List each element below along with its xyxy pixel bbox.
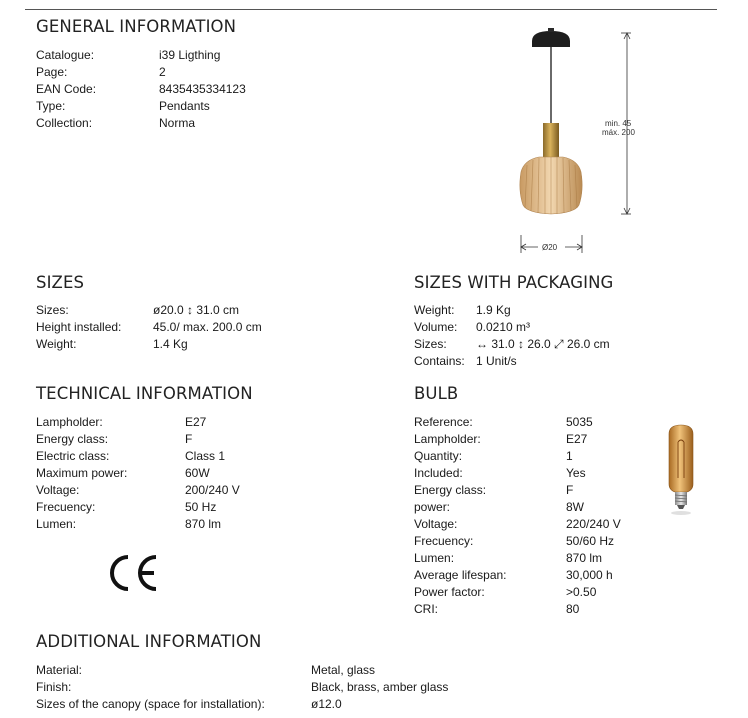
top-divider	[25, 9, 717, 10]
bulb-key: Lumen:	[414, 551, 455, 565]
diameter-label: Ø20	[542, 243, 558, 252]
additional-title: ADDITIONAL INFORMATION	[36, 632, 262, 651]
general-row	[36, 115, 246, 132]
additional-row	[36, 679, 448, 696]
additional-value: Metal, glass	[311, 663, 376, 677]
bulb-value: 30,000 h	[566, 568, 613, 582]
packaging-row	[414, 302, 610, 319]
technical-row	[36, 499, 240, 516]
packaging-value: 0.0210 m³	[476, 320, 531, 334]
technical-value: Class 1	[185, 449, 226, 463]
technical-title: TECHNICAL INFORMATION	[36, 384, 253, 403]
packaging-title: SIZES WITH PACKAGING	[414, 273, 614, 292]
packaging-list	[414, 302, 610, 370]
bulb-glass-shape	[669, 425, 693, 492]
general-key: EAN Code:	[36, 82, 97, 96]
additional-list	[36, 662, 448, 713]
bulb-key: Voltage:	[414, 517, 458, 531]
sizes-row	[36, 302, 262, 319]
packaging-key: Weight:	[414, 303, 455, 317]
bulb-title: BULB	[414, 384, 459, 403]
general-key: Type:	[36, 99, 66, 113]
additional-row	[36, 696, 448, 713]
general-row	[36, 98, 246, 115]
general-value: Norma	[159, 116, 196, 130]
technical-key: Maximum power:	[36, 466, 128, 480]
bulb-row	[414, 499, 621, 516]
technical-row	[36, 482, 240, 499]
bulb-value: 80	[566, 602, 580, 616]
packaging-value: 1 Unit/s	[476, 354, 517, 368]
sizes-row	[36, 319, 262, 336]
packaging-row	[414, 336, 610, 353]
bulb-value: 220/240 V	[566, 517, 621, 531]
sizes-value: 45.0/ max. 200.0 cm	[153, 320, 262, 334]
height-min-label: min. 45	[605, 119, 632, 128]
bulb-key: power:	[414, 500, 451, 514]
pendant-lamp-drawing	[505, 20, 655, 260]
technical-row	[36, 414, 240, 431]
bulb-row	[414, 550, 621, 567]
additional-key: Material:	[36, 663, 83, 677]
brass-holder-shape	[543, 123, 559, 157]
bulb-value: Yes	[566, 466, 586, 480]
bulb-value: >0.50	[566, 585, 597, 599]
general-key: Collection:	[36, 116, 93, 130]
packaging-key: Volume:	[414, 320, 458, 334]
technical-row	[36, 465, 240, 482]
bulb-key: Power factor:	[414, 585, 485, 599]
technical-key: Voltage:	[36, 483, 80, 497]
bulb-row	[414, 414, 621, 431]
technical-row	[36, 448, 240, 465]
packaging-key: Contains:	[414, 354, 465, 368]
sizes-value: 1.4 Kg	[153, 337, 188, 351]
additional-row	[36, 662, 448, 679]
height-max-label: máx. 200	[602, 128, 635, 137]
technical-list	[36, 414, 240, 533]
additional-value: ø12.0	[311, 697, 342, 711]
ce-mark-icon	[108, 553, 160, 593]
packaging-row	[414, 353, 610, 370]
general-row	[36, 47, 246, 64]
bulb-row	[414, 482, 621, 499]
canopy-shape	[532, 31, 570, 47]
bulb-value: 870 lm	[566, 551, 603, 565]
bulb-key: Quantity:	[414, 449, 463, 463]
bulb-key: Average lifespan:	[414, 568, 507, 582]
general-value: 8435435334123	[159, 82, 246, 96]
technical-key: Lampholder:	[36, 415, 103, 429]
sizes-key: Sizes:	[36, 303, 69, 317]
bulb-row	[414, 465, 621, 482]
general-info-list	[36, 47, 246, 132]
bulb-row	[414, 601, 621, 618]
bulb-key: Lampholder:	[414, 432, 481, 446]
general-key: Catalogue:	[36, 48, 95, 62]
bulb-value: F	[566, 483, 574, 497]
bulb-row	[414, 533, 621, 550]
general-info-title: GENERAL INFORMATION	[36, 17, 237, 36]
bulb-image	[656, 420, 706, 520]
sizes-list	[36, 302, 262, 353]
bulb-value: 5035	[566, 415, 593, 429]
packaging-row	[414, 319, 610, 336]
general-value: Pendants	[159, 99, 210, 113]
sizes-title: SIZES	[36, 273, 85, 292]
packaging-key: Sizes:	[414, 337, 447, 351]
packaging-value: 1.9 Kg	[476, 303, 511, 317]
bulb-value: 1	[566, 449, 573, 463]
bulb-list	[414, 414, 621, 618]
technical-value: 200/240 V	[185, 483, 240, 497]
bulb-row	[414, 567, 621, 584]
technical-key: Energy class:	[36, 432, 109, 446]
bulb-value: 8W	[566, 500, 584, 514]
bulb-key: Frecuency:	[414, 534, 474, 548]
bulb-key: Reference:	[414, 415, 473, 429]
additional-value: Black, brass, amber glass	[311, 680, 449, 694]
additional-key: Sizes of the canopy (space for installation):	[36, 697, 265, 711]
general-value: 2	[159, 65, 166, 79]
general-key: Page:	[36, 65, 68, 79]
packaging-value: ↔ 31.0 ↕ 26.0 ⤢ 26.0 cm	[476, 337, 610, 351]
general-value: i39 Ligthing	[159, 48, 221, 62]
additional-key: Finish:	[36, 680, 72, 694]
bulb-row	[414, 584, 621, 601]
bulb-value: E27	[566, 432, 588, 446]
technical-key: Frecuency:	[36, 500, 96, 514]
technical-key: Lumen:	[36, 517, 77, 531]
bulb-key: CRI:	[414, 602, 438, 616]
technical-row	[36, 431, 240, 448]
bulb-row	[414, 448, 621, 465]
technical-value: F	[185, 432, 193, 446]
sizes-value: ø20.0 ↕ 31.0 cm	[153, 303, 240, 317]
general-row	[36, 64, 246, 81]
technical-value: E27	[185, 415, 207, 429]
bulb-key: Included:	[414, 466, 463, 480]
sizes-key: Height installed:	[36, 320, 122, 334]
sizes-key: Weight:	[36, 337, 77, 351]
technical-key: Electric class:	[36, 449, 110, 463]
bulb-value: 50/60 Hz	[566, 534, 615, 548]
sizes-row	[36, 336, 262, 353]
technical-value: 870 lm	[185, 517, 222, 531]
general-row	[36, 81, 246, 98]
bulb-row	[414, 431, 621, 448]
technical-row	[36, 516, 240, 533]
technical-value: 50 Hz	[185, 500, 217, 514]
technical-value: 60W	[185, 466, 210, 480]
bulb-row	[414, 516, 621, 533]
bulb-key: Energy class:	[414, 483, 487, 497]
